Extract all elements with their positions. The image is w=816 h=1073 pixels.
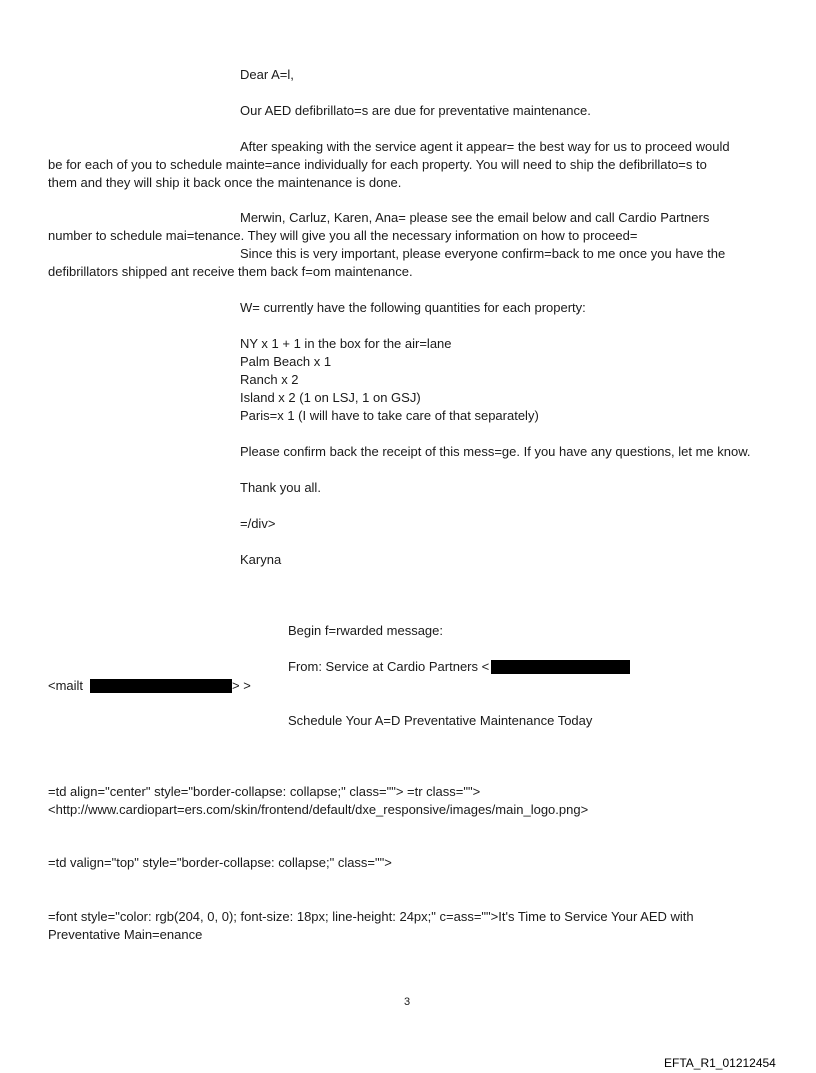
paragraph-confirm-receipt: Please confirm back the receipt of this mess=ge. If you have any questions, let me know. [240, 444, 751, 459]
paragraph-service-agent-line-3: them and they will ship it back once the maintenance is done. [48, 175, 402, 190]
page-number: 3 [404, 996, 411, 1008]
mailto-prefix: <mailt [48, 678, 84, 693]
div-close-remnant: =/div> [240, 516, 276, 531]
signature: Karyna [240, 552, 282, 567]
paragraph-service-agent-line-1: After speaking with the service agent it appear= the best way for us to proceed would [240, 139, 730, 154]
forwarded-header: Begin f=rwarded message: [288, 623, 444, 638]
paragraph-quantities-intro: W= currently have the following quantities for each property: [240, 300, 586, 315]
quantity-item: Ranch x 2 [240, 372, 299, 387]
paragraph-aed-due: Our AED defibrillato=s are due for preventative maintenance. [240, 103, 591, 118]
html-remnant-line: =td valign="top" style="border-collapse: collapse;" class=""> [48, 855, 392, 870]
document-id: EFTA_R1_01212454 [664, 1056, 776, 1070]
paragraph-confirm-line-2: defibrillators shipped ant receive them back f=om maintenance. [48, 264, 413, 279]
html-remnant-line: Preventative Main=enance [48, 927, 203, 942]
html-remnant-line: =font style="color: rgb(204, 0, 0); font-size: 18px; line-height: 24px;" c=ass="">It's Time to Service Your AED with [48, 909, 694, 924]
paragraph-call-cardio-line-1: Merwin, Carluz, Karen, Ana= please see the email below and call Cardio Partners [240, 210, 710, 225]
quantity-item: Palm Beach x 1 [240, 354, 332, 369]
quantity-item: Paris=x 1 (I will have to take care of that separately) [240, 408, 539, 423]
forwarded-subject: Schedule Your A=D Preventative Maintenance Today [288, 713, 593, 728]
paragraph-thanks: Thank you all. [240, 480, 321, 495]
redaction-bar [90, 679, 232, 693]
paragraph-service-agent-line-2: be for each of you to schedule mainte=ance individually for each property. You will need to ship the defibrillato=s to [48, 157, 707, 172]
quantity-item: NY x 1 + 1 in the box for the air=lane [240, 336, 452, 351]
quantity-item: Island x 2 (1 on LSJ, 1 on GSJ) [240, 390, 421, 405]
html-remnant-line: =td align="center" style="border-collapse: collapse;" class=""> =tr class=""> [48, 784, 481, 799]
paragraph-call-cardio-line-2: number to schedule mai=tenance. They will give you all the necessary information on how to proceed= [48, 228, 638, 243]
greeting: Dear A=l, [240, 67, 294, 82]
paragraph-confirm-line-1: Since this is very important, please everyone confirm=back to me once you have the [240, 246, 726, 261]
redaction-bar [491, 660, 630, 674]
forwarded-from: From: Service at Cardio Partners < [288, 659, 490, 674]
mailto-suffix: > > [232, 678, 251, 693]
html-remnant-line: <http://www.cardiopart=ers.com/skin/frontend/default/dxe_responsive/images/main_logo.png> [48, 802, 589, 817]
